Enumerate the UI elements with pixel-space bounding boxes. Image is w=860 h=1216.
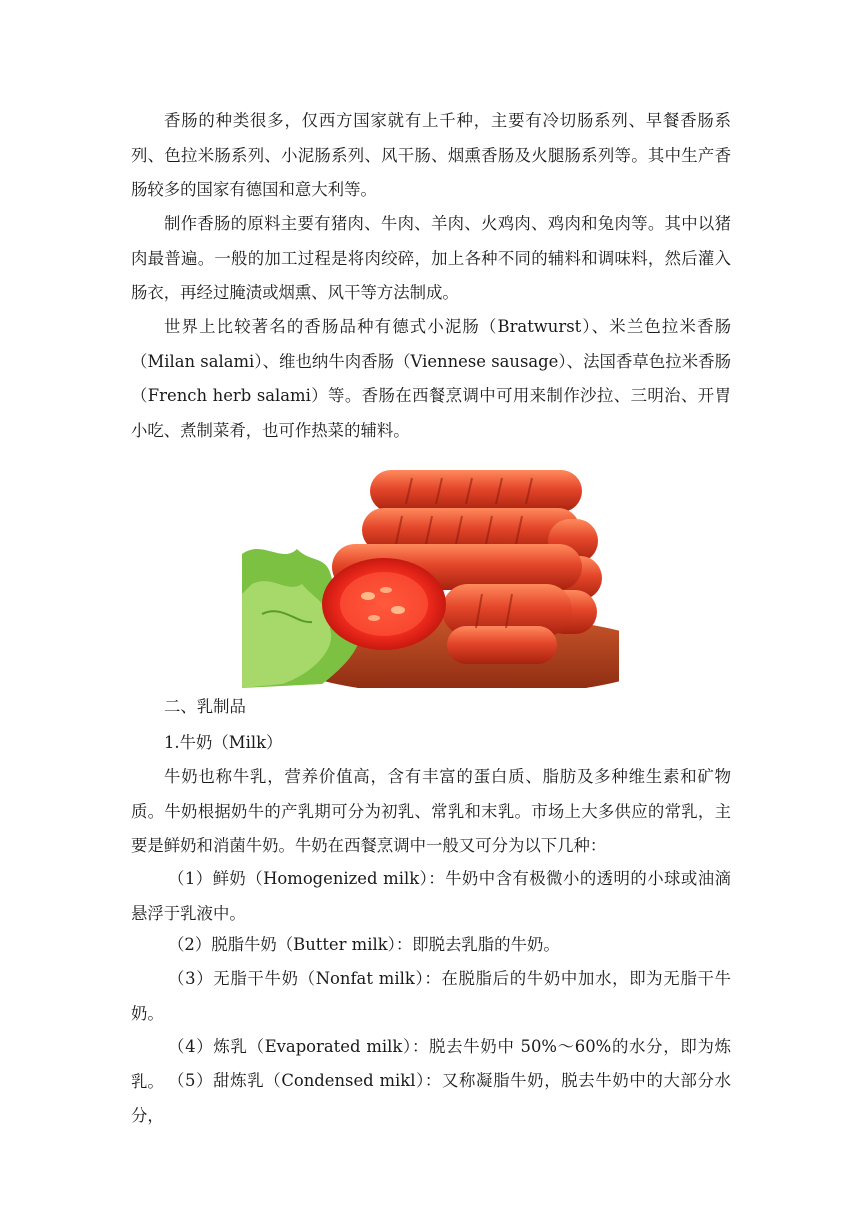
list-item-homogenized-milk: （1）鲜奶（Homogenized milk）：牛奶中含有极微小的透明的小球或油滴悬浮于乳液中。 bbox=[131, 869, 731, 923]
list-item-evaporated-milk: （4）炼乳（Evaporated milk）：脱去牛奶中 50%～60%的水分，即为炼乳。 bbox=[131, 1037, 731, 1091]
section-heading: 二、乳制品 bbox=[164, 697, 246, 716]
subsection-heading-milk: 1.牛奶（Milk） bbox=[164, 733, 283, 752]
list-item-condensed-milk: （5）甜炼乳（Condensed mikl）：又称凝脂牛奶，脱去牛奶中的大部分水分， bbox=[131, 1071, 731, 1125]
paragraph-milk-intro: 牛奶也称牛乳，营养价值高，含有丰富的蛋白质、脂肪及多种维生素和矿物质。牛奶根据奶牛的产乳期可分为初乳、常乳和末乳。市场上大多供应的常乳，主要是鲜奶和消菌牛奶。牛奶在西餐烹调中一般又可分为以下几种： bbox=[131, 767, 731, 855]
list-item-butter-milk: （2）脱脂牛奶（Butter milk）：即脱去乳脂的牛奶。 bbox=[168, 935, 560, 954]
list-item-nonfat-milk: （3）无脂干牛奶（Nonfat milk）：在脱脂后的牛奶中加水，即为无脂干牛奶。 bbox=[131, 969, 731, 1023]
sausage-tomato-lettuce-photo bbox=[242, 444, 619, 688]
paragraph-sausage-types: 香肠的种类很多，仅西方国家就有上千种，主要有冷切肠系列、早餐香肠系列、色拉米肠系列、小泥肠系列、风干肠、烟熏香肠及火腿肠系列等。其中生产香肠较多的国家有德国和意大利等。 bbox=[131, 111, 731, 199]
paragraph-famous-sausages: 世界上比较著名的香肠品种有德式小泥肠（Bratwurst）、米兰色拉米香肠（Milan salami）、维也纳牛肉香肠（Viennese sausage）、法国香草色拉米香肠（French herb salami）等。香肠在西餐烹调中可用来制作沙拉、三明治、开胃小吃、煮制菜肴，也可作热菜的辅料。 bbox=[131, 317, 731, 440]
paragraph-sausage-ingredients: 制作香肠的原料主要有猪肉、牛肉、羊肉、火鸡肉、鸡肉和兔肉等。其中以猪肉最普遍。一般的加工过程是将肉绞碎，加上各种不同的辅料和调味料，然后灌入肠衣，再经过腌渍或烟熏、风干等方法制成。 bbox=[131, 214, 731, 302]
